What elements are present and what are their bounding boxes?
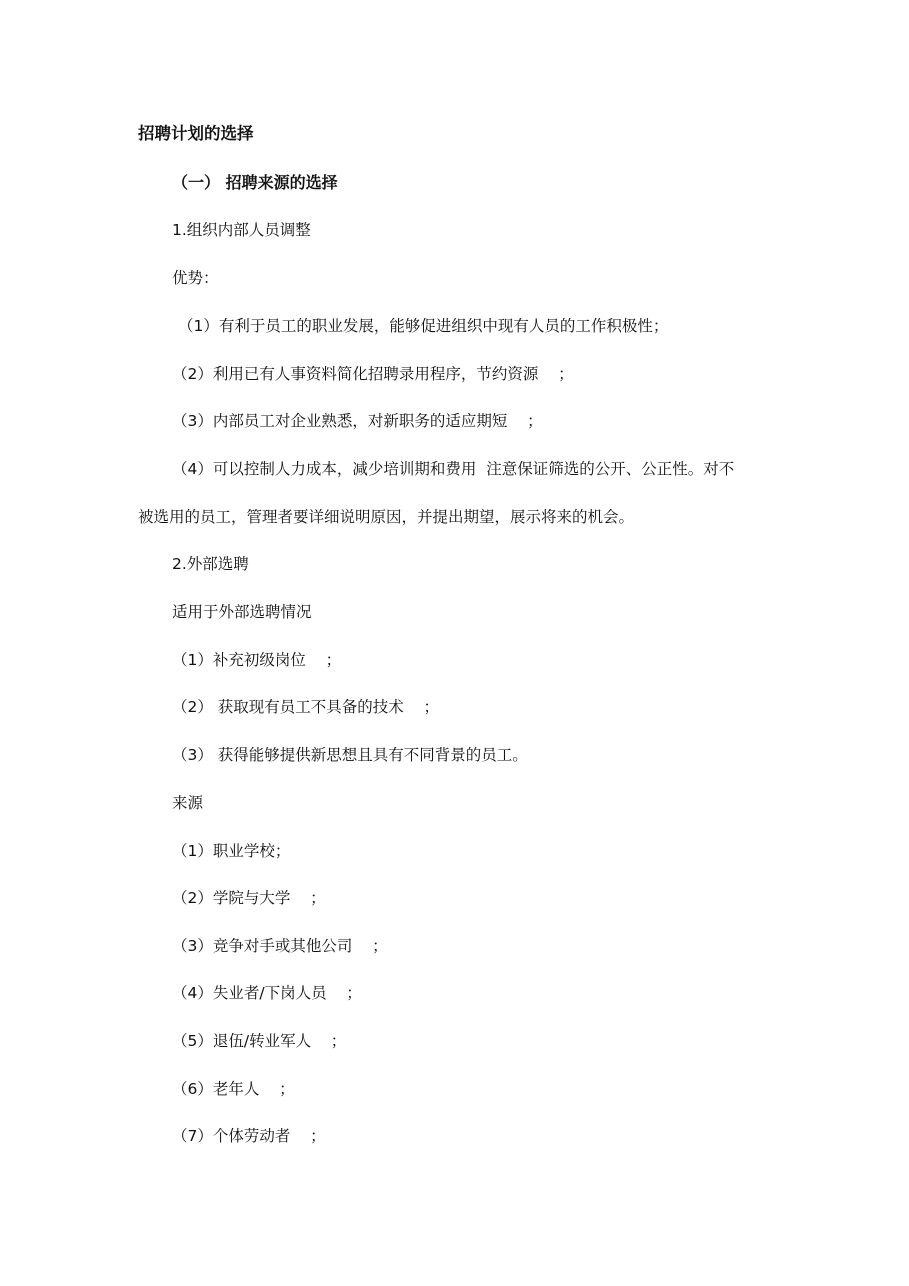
list-item: （6）老年人 ； bbox=[172, 1080, 295, 1098]
list-item: （2）学院与大学 ； bbox=[172, 889, 326, 907]
list-item: （4）失业者/下岗人员 ； bbox=[172, 984, 362, 1002]
advantages-label: 优势： bbox=[172, 269, 219, 287]
list-item: （1）补充初级岗位 ； bbox=[172, 651, 342, 669]
list-item: （5）退伍/转业军人 ； bbox=[172, 1032, 347, 1050]
list-item: （4）可以控制人力成本，减少培训期和费用 注意保证筛选的公开、公正性。对不 bbox=[172, 460, 735, 478]
list-item: （3） 获得能够提供新思想且具有不同背景的员工。 bbox=[172, 746, 528, 764]
internal-heading: 1.组织内部人员调整 bbox=[172, 221, 311, 239]
list-item: （1）职业学校； bbox=[172, 842, 291, 860]
applicable-label: 适用于外部选聘情况 bbox=[172, 603, 312, 621]
sources-label: 来源 bbox=[172, 794, 204, 812]
list-item: （3）竞争对手或其他公司 ； bbox=[172, 937, 388, 955]
list-item: （7）个体劳动者 ； bbox=[172, 1127, 326, 1145]
list-item: （2）利用已有人事资料简化招聘录用程序，节约资源 ； bbox=[172, 365, 574, 383]
list-item: （2） 获取现有员工不具备的技术 ； bbox=[172, 698, 439, 716]
list-item: （3）内部员工对企业熟悉，对新职务的适应期短 ； bbox=[172, 412, 543, 430]
external-heading: 2.外部选聘 bbox=[172, 555, 249, 573]
section-heading: （一） 招聘来源的选择 bbox=[172, 173, 338, 192]
document-title: 招聘计划的选择 bbox=[138, 124, 254, 143]
list-item: （1）有利于员工的职业发展，能够促进组织中现有人员的工作积极性； bbox=[178, 317, 669, 335]
list-item-continuation: 被选用的员工，管理者要详细说明原因，并提出期望，展示将来的机会。 bbox=[138, 508, 635, 526]
